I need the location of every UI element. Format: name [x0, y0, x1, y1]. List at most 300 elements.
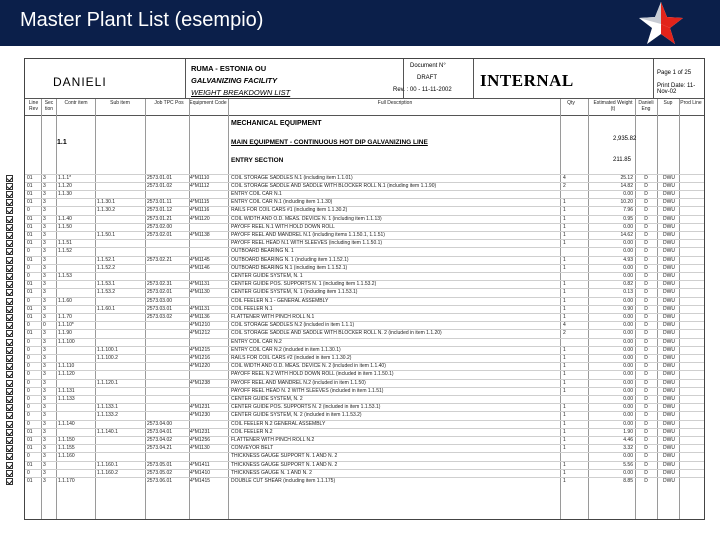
cell-description: CENTER GUIDE SYSTEM, N. 1: [231, 272, 303, 279]
cell-qty: 1: [563, 313, 566, 320]
cell-equipment-code: 4*M1131: [190, 305, 210, 312]
cell-contr-item: 1.1.140: [58, 420, 75, 427]
cell-description: FLATTENER WITH PINCH ROLL N.2: [231, 436, 315, 443]
cell-supply: DWU: [663, 395, 675, 402]
row-checkbox[interactable]: [6, 470, 13, 477]
print-date: Print Date: 11-Nov-02: [657, 83, 696, 95]
column-header: Contr item: [64, 100, 88, 106]
cell-qty: 1: [563, 207, 566, 214]
row-checkbox[interactable]: [6, 240, 13, 247]
column-header: Job TPC Pos: [154, 100, 184, 106]
cell-equipment-code: 4*M1231: [190, 404, 211, 411]
cell-danieli-eng: D: [644, 330, 648, 337]
cell-sub-item: 1.1.60.1: [97, 305, 116, 312]
cell-line-rev: 0: [27, 248, 30, 255]
project-name: RUMA - ESTONIA OU: [191, 64, 267, 73]
row-checkbox[interactable]: [6, 322, 13, 329]
classification-label: INTERNAL: [480, 71, 574, 90]
cell-weight: 3.32: [623, 445, 633, 452]
cell-description: COIL STORAGE SADDLE AND SADDLE WITH BLOCKER ROLL N. 2 (included in item 1.1.20): [231, 330, 442, 337]
table-row: [25, 297, 704, 305]
cell-supply: DWU: [663, 330, 675, 337]
document-header: [25, 59, 704, 99]
cell-section: 3: [43, 297, 46, 304]
slide-title: Master Plant List (esempio): [20, 9, 264, 31]
cell-supply: DWU: [663, 313, 675, 320]
row-checkbox[interactable]: [6, 207, 13, 214]
row-checkbox[interactable]: [6, 289, 13, 296]
table-row: [25, 444, 704, 452]
document-status: DRAFT: [417, 75, 437, 81]
column-header: Prod Line: [680, 100, 702, 106]
cell-description: THICKNESS GAUGE SUPPORT N. 1 AND N. 2: [231, 461, 338, 468]
cell-section: 3: [43, 289, 46, 296]
plant-list-document: [24, 58, 705, 520]
cell-description: ENTRY COIL CAR N.1: [231, 190, 282, 197]
cell-section: 3: [43, 395, 46, 402]
table-row: [25, 436, 704, 444]
cell-contr-item: 1.1.120: [58, 371, 75, 378]
cell-supply: DWU: [663, 412, 675, 419]
table-row: [25, 321, 704, 329]
cell-description: PAYOFF REEL N.2 WITH HOLD DOWN ROLL (included in item 1.1.50.1): [231, 371, 394, 378]
cell-supply: DWU: [663, 363, 675, 370]
cell-equipment-code: 4*M1146: [190, 264, 210, 271]
row-checkbox[interactable]: [6, 380, 13, 387]
cell-qty: 1: [563, 215, 566, 222]
cell-supply: DWU: [663, 223, 675, 230]
cell-qty: 1: [563, 354, 566, 361]
table-row: [25, 395, 704, 403]
table-row: [25, 231, 704, 239]
column-header: Qty: [567, 100, 575, 106]
cell-job-pos: 2573.03.00: [147, 297, 173, 304]
cell-contr-item: 1.1.30: [58, 190, 72, 197]
cell-line-rev: 01: [27, 477, 33, 484]
cell-weight: 0.00: [623, 240, 633, 247]
cell-qty: 1: [563, 305, 566, 312]
column-header: Estimated Weight (t): [593, 100, 633, 112]
cell-section: 3: [43, 412, 46, 419]
cell-section: 3: [43, 346, 46, 353]
cell-supply: DWU: [663, 453, 675, 460]
cell-description: PAYOFF REEL HEAD N.1 WITH SLEEVES (including item 1.1.50.1): [231, 240, 383, 247]
cell-danieli-eng: D: [644, 346, 648, 353]
row-checkbox[interactable]: [6, 445, 13, 452]
row-checkbox[interactable]: [6, 437, 13, 444]
cell-sub-item: 1.1.52.1: [97, 256, 116, 263]
cell-qty: 1: [563, 199, 566, 206]
row-checkbox[interactable]: [6, 388, 13, 395]
cell-weight: 0.00: [623, 248, 633, 255]
row-checkbox[interactable]: [6, 363, 13, 370]
cell-supply: DWU: [663, 256, 675, 263]
cell-qty: 1: [563, 371, 566, 378]
cell-qty: 1: [563, 404, 566, 411]
table-row: [25, 206, 704, 214]
cell-supply: DWU: [663, 240, 675, 247]
cell-supply: DWU: [663, 469, 675, 476]
cell-description: PAYOFF REEL AND MANDREL N.1 (including items 1.1.50.1, 1.1.51): [231, 231, 385, 238]
cell-qty: 1: [563, 281, 566, 288]
table-row: [25, 256, 704, 264]
row-checkbox[interactable]: [6, 347, 13, 354]
cell-description: COIL FEELER N.2: [231, 428, 273, 435]
cell-supply: DWU: [663, 215, 675, 222]
cell-danieli-eng: D: [644, 174, 648, 181]
cell-weight: 0.00: [623, 264, 633, 271]
cell-danieli-eng: D: [644, 371, 648, 378]
cell-weight: 0.00: [623, 297, 633, 304]
row-checkbox[interactable]: [6, 478, 13, 485]
cell-danieli-eng: D: [644, 305, 648, 312]
table-row: [25, 215, 704, 223]
cell-job-pos: 2573.04.01: [147, 428, 173, 435]
cell-sub-item: 1.1.53.1: [97, 281, 116, 288]
table-row: [25, 354, 704, 362]
row-checkbox[interactable]: [6, 412, 13, 419]
cell-line-rev: 0: [27, 297, 30, 304]
cell-qty: 1: [563, 420, 566, 427]
cell-danieli-eng: D: [644, 412, 648, 419]
table-row: [25, 461, 704, 469]
cell-weight: 0.00: [623, 420, 633, 427]
cell-sub-item: 1.1.133.1: [97, 404, 118, 411]
table-row: [25, 411, 704, 419]
cell-weight: 0.00: [623, 354, 633, 361]
cell-contr-item: 1.1.51: [58, 240, 72, 247]
cell-supply: DWU: [663, 477, 675, 484]
cell-contr-item: 1.1.53: [58, 272, 72, 279]
cell-sub-item: 1.1.50.1: [97, 231, 116, 238]
section-weight: 2,935.82: [613, 136, 637, 142]
cell-supply: DWU: [663, 346, 675, 353]
cell-description: CENTER GUIDE POS. SUPPORTS N. 1 (including item 1.1.53.2): [231, 281, 377, 288]
cell-section: 3: [43, 453, 46, 460]
row-checkbox[interactable]: [6, 248, 13, 255]
row-checkbox[interactable]: [6, 371, 13, 378]
cell-weight: 0.00: [623, 412, 633, 419]
table-row: [25, 239, 704, 247]
cell-sub-item: 1.1.160.2: [97, 469, 118, 476]
cell-danieli-eng: D: [644, 223, 648, 230]
cell-sub-item: 1.1.100.1: [97, 346, 118, 353]
cell-qty: 1: [563, 469, 566, 476]
table-row: [25, 182, 704, 190]
row-checkbox[interactable]: [6, 273, 13, 280]
table-row: [25, 272, 704, 280]
row-checkbox[interactable]: [6, 224, 13, 231]
cell-section: 3: [43, 363, 46, 370]
cell-danieli-eng: D: [644, 354, 648, 361]
cell-weight: 0.00: [623, 404, 633, 411]
table-row: [25, 223, 704, 231]
cell-description: COIL FEELER N.1: [231, 305, 273, 312]
row-checkbox[interactable]: [6, 355, 13, 362]
table-row: [25, 403, 704, 411]
cell-description: CENTER GUIDE POS. SUPPORTS N. 2 (included in item 1.1.53.1): [231, 404, 381, 411]
cell-weight: 0.00: [623, 322, 633, 329]
row-checkbox[interactable]: [6, 298, 13, 305]
cell-job-pos: 2573.02.01: [147, 231, 173, 238]
cell-supply: DWU: [663, 207, 675, 214]
row-checkbox[interactable]: [6, 232, 13, 239]
cell-section: 3: [43, 199, 46, 206]
cell-section: 3: [43, 371, 46, 378]
cell-sub-item: 1.1.100.2: [97, 354, 118, 361]
cell-description: CENTER GUIDE SYSTEM, N. 2 (included in item 1.1.53.2): [231, 412, 362, 419]
cell-equipment-code: 4*M1112: [190, 182, 210, 189]
row-checkbox[interactable]: [6, 306, 13, 313]
cell-weight: 0.00: [623, 469, 633, 476]
cell-line-rev: 0: [27, 338, 30, 345]
cell-contr-item: 1.1.150: [58, 436, 75, 443]
cell-weight: 4.93: [623, 256, 633, 263]
cell-weight: 0.00: [623, 387, 633, 394]
cell-supply: DWU: [663, 338, 675, 345]
cell-line-rev: 0: [27, 387, 30, 394]
cell-description: OUTBOARD BEARING N.1 (including item 1.1.52.1): [231, 264, 348, 271]
cell-job-pos: 2573.01.01: [147, 174, 173, 181]
cell-weight: 0.00: [623, 338, 633, 345]
cell-contr-item: 1.1.70: [58, 313, 72, 320]
table-row: [25, 379, 704, 387]
cell-description: ENTRY COIL CAR N.2: [231, 338, 282, 345]
cell-weight: 0.00: [623, 223, 633, 230]
row-checkbox[interactable]: [6, 404, 13, 411]
column-header: Equipment Code: [189, 100, 227, 106]
table-row: [25, 329, 704, 337]
row-checkbox[interactable]: [6, 462, 13, 469]
cell-description: OUTBOARD BEARING N. 1: [231, 248, 294, 255]
cell-weight: 0.00: [623, 363, 633, 370]
cell-danieli-eng: D: [644, 477, 648, 484]
cell-line-rev: 0: [27, 207, 30, 214]
cell-section: 3: [43, 240, 46, 247]
cell-job-pos: 2573.02.31: [147, 281, 173, 288]
cell-sub-item: 1.1.52.2: [97, 264, 116, 271]
row-checkbox[interactable]: [6, 265, 13, 272]
cell-qty: 1: [563, 297, 566, 304]
cell-description: PAYOFF REEL AND MANDREL N.2 (included in item 1.1.50): [231, 379, 366, 386]
section-heading: MECHANICAL EQUIPMENT: [231, 120, 322, 127]
cell-description: COIL FEELER N.2 GENERAL ASSEMBLY: [231, 420, 326, 427]
table-row: [25, 264, 704, 272]
cell-section: 0: [43, 322, 46, 329]
cell-job-pos: 2573.01.21: [147, 215, 173, 222]
cell-contr-item: 1.1.160: [58, 453, 75, 460]
cell-weight: 0.00: [623, 395, 633, 402]
table-row: [25, 190, 704, 198]
row-checkbox[interactable]: [6, 175, 13, 182]
cell-supply: DWU: [663, 404, 675, 411]
column-header: Full Description: [377, 100, 413, 106]
cell-section: 3: [43, 420, 46, 427]
table-row: [25, 370, 704, 378]
cell-equipment-code: 4*M1110: [190, 174, 210, 181]
cell-line-rev: 0: [27, 412, 30, 419]
cell-section: 3: [43, 182, 46, 189]
cell-weight: 10.20: [620, 199, 633, 206]
row-checkbox[interactable]: [6, 199, 13, 206]
cell-qty: 1: [563, 240, 566, 247]
table-row: [25, 198, 704, 206]
cell-line-rev: 01: [27, 281, 33, 288]
star-logo-icon: [637, 0, 685, 46]
company-name: DANIELI: [53, 75, 107, 89]
cell-line-rev: 01: [27, 182, 33, 189]
cell-supply: DWU: [663, 289, 675, 296]
cell-contr-item: 1.1.90: [58, 330, 72, 337]
cell-equipment-code: 4*M1216: [190, 354, 211, 361]
cell-equipment-code: 4*M1410: [190, 469, 211, 476]
cell-description: PAYOFF REEL HEAD N. 2 WITH SLEEVES (included in item 1.1.51): [231, 387, 384, 394]
cell-qty: 1: [563, 387, 566, 394]
table-row: [25, 469, 704, 477]
subsection-weight: 211.85: [613, 157, 631, 163]
column-header-row: [25, 99, 704, 116]
cell-equipment-code: 4*M1215: [190, 346, 211, 353]
cell-danieli-eng: D: [644, 215, 648, 222]
table-row: [25, 477, 704, 485]
cell-equipment-code: 4*M1130: [190, 289, 210, 296]
column-header: Sup: [663, 100, 673, 106]
cell-qty: 1: [563, 223, 566, 230]
column-header: Sub item: [110, 100, 130, 106]
cell-line-rev: 0: [27, 453, 30, 460]
cell-supply: DWU: [663, 272, 675, 279]
cell-supply: DWU: [663, 379, 675, 386]
cell-equipment-code: 4*M1130: [190, 445, 210, 452]
cell-qty: 2: [563, 330, 566, 337]
cell-supply: DWU: [663, 281, 675, 288]
cell-danieli-eng: D: [644, 207, 648, 214]
subsection-title: ENTRY SECTION: [231, 157, 284, 164]
cell-line-rev: 01: [27, 313, 33, 320]
cell-job-pos: 2573.01.12: [147, 207, 173, 214]
cell-weight: 7.96: [623, 207, 633, 214]
cell-supply: DWU: [663, 436, 675, 443]
cell-supply: DWU: [663, 248, 675, 255]
cell-weight: 0.00: [623, 346, 633, 353]
cell-description: THICKNESS GAUGE SUPPORT N. 1 AND N. 2: [231, 453, 338, 460]
cell-weight: 5.56: [623, 461, 633, 468]
cell-supply: DWU: [663, 445, 675, 452]
cell-job-pos: 2573.05.01: [147, 461, 173, 468]
cell-section: 3: [43, 231, 46, 238]
cell-equipment-code: 4*M1138: [190, 231, 210, 238]
row-checkbox[interactable]: [6, 330, 13, 337]
document-number-label: Document N°: [410, 63, 446, 69]
cell-line-rev: 0: [27, 346, 30, 353]
cell-line-rev: 01: [27, 330, 33, 337]
cell-contr-item: 1.1.40: [58, 215, 72, 222]
cell-equipment-code: 4*M1256: [190, 436, 211, 443]
cell-equipment-code: 4*M1120: [190, 215, 210, 222]
cell-danieli-eng: D: [644, 313, 648, 320]
cell-line-rev: 01: [27, 461, 33, 468]
cell-line-rev: 01: [27, 289, 33, 296]
cell-danieli-eng: D: [644, 387, 648, 394]
row-checkbox[interactable]: [6, 453, 13, 460]
cell-danieli-eng: D: [644, 240, 648, 247]
cell-section: 3: [43, 264, 46, 271]
cell-supply: DWU: [663, 199, 675, 206]
row-checkbox[interactable]: [6, 396, 13, 403]
cell-section: 3: [43, 469, 46, 476]
cell-section: 3: [43, 215, 46, 222]
cell-weight: 0.82: [623, 281, 633, 288]
cell-line-rev: 0: [27, 322, 30, 329]
row-checkbox[interactable]: [6, 281, 13, 288]
cell-danieli-eng: D: [644, 453, 648, 460]
row-checkbox[interactable]: [6, 314, 13, 321]
row-checkbox[interactable]: [6, 191, 13, 198]
cell-section: 3: [43, 436, 46, 443]
cell-description: OUTBOARD BEARING N. 1 (including item 1.1.52.1): [231, 256, 349, 263]
cell-contr-item: 1.1.155: [58, 445, 75, 452]
cell-contr-item: 1.1.10*: [58, 322, 74, 329]
cell-danieli-eng: D: [644, 461, 648, 468]
cell-equipment-code: 4*M1231: [190, 428, 211, 435]
cell-contr-item: 1.1.131: [58, 387, 75, 394]
cell-line-rev: 01: [27, 190, 33, 197]
cell-job-pos: 2573.03.01: [147, 305, 173, 312]
row-checkbox[interactable]: [6, 257, 13, 264]
cell-section: 3: [43, 272, 46, 279]
row-checkbox[interactable]: [6, 421, 13, 428]
cell-contr-item: 1.1.52: [58, 248, 72, 255]
cell-section: 3: [43, 338, 46, 345]
cell-danieli-eng: D: [644, 445, 648, 452]
cell-section: 3: [43, 379, 46, 386]
cell-line-rev: 0: [27, 371, 30, 378]
cell-section: 3: [43, 354, 46, 361]
cell-weight: 1.90: [623, 428, 633, 435]
row-checkbox[interactable]: [6, 429, 13, 436]
cell-job-pos: 2573.06.01: [147, 477, 173, 484]
cell-danieli-eng: D: [644, 272, 648, 279]
cell-line-rev: 01: [27, 223, 33, 230]
cell-description: RAILS FOR COIL CARS #1 (including item 1.1.30.2): [231, 207, 348, 214]
cell-line-rev: 0: [27, 469, 30, 476]
cell-description: COIL STORAGE SADDLES N.1 (including item 1.1.01): [231, 174, 353, 181]
cell-description: CENTER GUIDE SYSTEM, N. 1 (including item 1.1.53.1): [231, 289, 358, 296]
cell-description: DOUBLE CUT SHEAR (including item 1.1.175): [231, 477, 336, 484]
cell-section: 3: [43, 248, 46, 255]
cell-weight: 25.12: [620, 174, 633, 181]
cell-sub-item: 1.1.160.1: [97, 461, 118, 468]
cell-line-rev: 01: [27, 240, 33, 247]
cell-danieli-eng: D: [644, 256, 648, 263]
cell-equipment-code: 4*M1411: [190, 461, 210, 468]
row-checkbox[interactable]: [6, 216, 13, 223]
row-checkbox[interactable]: [6, 339, 13, 346]
cell-supply: DWU: [663, 428, 675, 435]
cell-section: 3: [43, 223, 46, 230]
cell-section: 3: [43, 330, 46, 337]
cell-weight: 0.00: [623, 379, 633, 386]
cell-line-rev: 01: [27, 199, 33, 206]
cell-line-rev: 0: [27, 420, 30, 427]
cell-section: 3: [43, 190, 46, 197]
cell-sub-item: 1.1.30.2: [97, 207, 116, 214]
cell-section: 3: [43, 445, 46, 452]
cell-description: COIL STORAGE SADDLE AND SADDLE WITH BLOCKER ROLL N.1 (including item 1.1.90): [231, 182, 437, 189]
cell-danieli-eng: D: [644, 248, 648, 255]
row-checkbox[interactable]: [6, 183, 13, 190]
cell-section: 3: [43, 428, 46, 435]
